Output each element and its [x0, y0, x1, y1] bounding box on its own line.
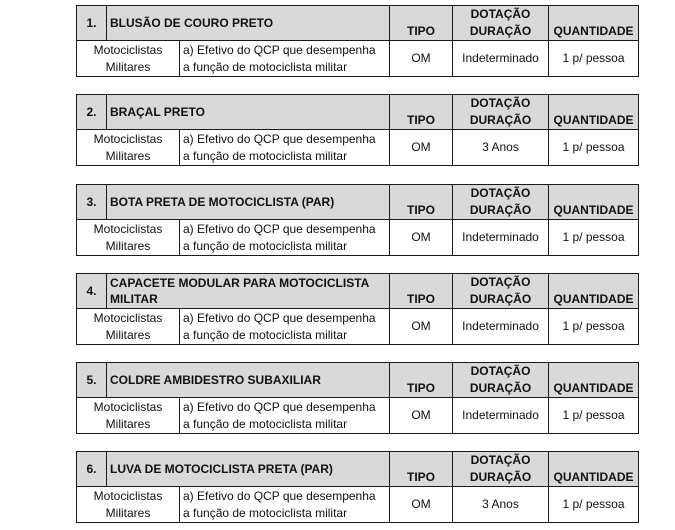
header-quantidade: QUANTIDADE: [549, 201, 639, 220]
item-number: 1.: [77, 6, 107, 41]
header-tipo: TIPO: [390, 201, 453, 220]
duracao-value: Indeterminado: [453, 41, 549, 77]
header-spacer-right: [549, 185, 639, 202]
criterio-line2: a função de motociclista militar: [183, 416, 348, 431]
duracao-value: Indeterminado: [453, 309, 549, 345]
item-table-4: [76, 273, 639, 345]
header-spacer-left: [390, 95, 453, 112]
quantidade-value: 1 p/ pessoa: [549, 398, 639, 434]
header-tipo: TIPO: [390, 379, 453, 398]
header-spacer-left: [390, 6, 453, 23]
criterio-cell: [180, 487, 390, 523]
header-quantidade: QUANTIDADE: [549, 111, 639, 130]
header-spacer-right: [549, 363, 639, 380]
header-spacer-left: [390, 274, 453, 291]
item-number: 3.: [77, 185, 107, 220]
duracao-value: Indeterminado: [453, 220, 549, 256]
header-spacer-right: [549, 6, 639, 23]
quantidade-value: 1 p/ pessoa: [549, 487, 639, 523]
publico-cell: [77, 130, 180, 166]
publico-cell: [77, 398, 180, 434]
header-spacer-left: [390, 452, 453, 469]
header-tipo: TIPO: [390, 22, 453, 41]
header-quantidade: QUANTIDADE: [549, 379, 639, 398]
header-spacer-right: [549, 452, 639, 469]
criterio-cell: [180, 398, 390, 434]
header-quantidade: QUANTIDADE: [549, 290, 639, 309]
criterio-line1: a) Efetivo do QCP que desempenha: [183, 488, 376, 503]
tipo-value: OM: [390, 309, 453, 345]
criterio-line1: a) Efetivo do QCP que desempenha: [183, 221, 376, 236]
publico-line1: Motociclistas: [93, 399, 163, 414]
item-table-6: [76, 451, 639, 523]
quantidade-value: 1 p/ pessoa: [549, 130, 639, 166]
header-spacer-right: [549, 274, 639, 291]
header-quantidade: QUANTIDADE: [549, 468, 639, 487]
criterio-line2: a função de motociclista militar: [183, 238, 348, 253]
publico-cell: [77, 309, 180, 345]
quantidade-value: 1 p/ pessoa: [549, 220, 639, 256]
header-dotacao: DOTAÇÃO: [453, 6, 549, 23]
publico-line2: Militares: [105, 327, 151, 342]
publico-line1: Motociclistas: [93, 131, 163, 146]
header-duracao: DURAÇÃO: [453, 111, 549, 130]
item-table-1: [76, 5, 639, 77]
criterio-line1: a) Efetivo do QCP que desempenha: [183, 399, 376, 414]
tipo-value: OM: [390, 130, 453, 166]
item-number: 5.: [77, 363, 107, 398]
criterio-line2: a função de motociclista militar: [183, 327, 348, 342]
duracao-value: 3 Anos: [453, 487, 549, 523]
publico-cell: [77, 41, 180, 77]
publico-line2: Militares: [105, 505, 151, 520]
item-table-3: [76, 184, 639, 256]
header-quantidade: QUANTIDADE: [549, 22, 639, 41]
criterio-line2: a função de motociclista militar: [183, 59, 348, 74]
header-tipo: TIPO: [390, 468, 453, 487]
duracao-value: 3 Anos: [453, 130, 549, 166]
duracao-value: Indeterminado: [453, 398, 549, 434]
header-spacer-left: [390, 185, 453, 202]
header-duracao: DURAÇÃO: [453, 201, 549, 220]
publico-line2: Militares: [105, 416, 151, 431]
criterio-cell: [180, 41, 390, 77]
header-dotacao: DOTAÇÃO: [453, 274, 549, 291]
criterio-line2: a função de motociclista militar: [183, 148, 348, 163]
criterio-cell: [180, 130, 390, 166]
item-title: CAPACETE MODULAR PARA MOTOCICLISTA MILITAR: [107, 274, 390, 309]
publico-line2: Militares: [105, 238, 151, 253]
header-tipo: TIPO: [390, 290, 453, 309]
publico-line1: Motociclistas: [93, 488, 163, 503]
header-dotacao: DOTAÇÃO: [453, 95, 549, 112]
item-title: BOTA PRETA DE MOTOCICLISTA (PAR): [107, 185, 390, 220]
tipo-value: OM: [390, 41, 453, 77]
publico-line1: Motociclistas: [93, 310, 163, 325]
publico-line1: Motociclistas: [93, 42, 163, 57]
item-title: BRAÇAL PRETO: [107, 95, 390, 130]
header-tipo: TIPO: [390, 111, 453, 130]
publico-cell: [77, 220, 180, 256]
quantidade-value: 1 p/ pessoa: [549, 41, 639, 77]
criterio-cell: [180, 309, 390, 345]
criterio-line2: a função de motociclista militar: [183, 505, 348, 520]
item-title: BLUSÃO DE COURO PRETO: [107, 6, 390, 41]
header-dotacao: DOTAÇÃO: [453, 452, 549, 469]
header-dotacao: DOTAÇÃO: [453, 185, 549, 202]
publico-cell: [77, 487, 180, 523]
header-spacer-right: [549, 95, 639, 112]
publico-line2: Militares: [105, 59, 151, 74]
criterio-line1: a) Efetivo do QCP que desempenha: [183, 310, 376, 325]
header-duracao: DURAÇÃO: [453, 468, 549, 487]
tipo-value: OM: [390, 220, 453, 256]
item-number: 4.: [77, 274, 107, 309]
header-duracao: DURAÇÃO: [453, 379, 549, 398]
publico-line2: Militares: [105, 148, 151, 163]
item-title: COLDRE AMBIDESTRO SUBAXILIAR: [107, 363, 390, 398]
criterio-line1: a) Efetivo do QCP que desempenha: [183, 42, 376, 57]
header-duracao: DURAÇÃO: [453, 22, 549, 41]
item-number: 2.: [77, 95, 107, 130]
item-number: 6.: [77, 452, 107, 487]
header-duracao: DURAÇÃO: [453, 290, 549, 309]
item-table-2: [76, 94, 639, 166]
publico-line1: Motociclistas: [93, 221, 163, 236]
tipo-value: OM: [390, 487, 453, 523]
criterio-cell: [180, 220, 390, 256]
criterio-line1: a) Efetivo do QCP que desempenha: [183, 131, 376, 146]
tipo-value: OM: [390, 398, 453, 434]
header-dotacao: DOTAÇÃO: [453, 363, 549, 380]
item-table-5: [76, 362, 639, 434]
quantidade-value: 1 p/ pessoa: [549, 309, 639, 345]
header-spacer-left: [390, 363, 453, 380]
item-title: LUVA DE MOTOCICLISTA PRETA (PAR): [107, 452, 390, 487]
